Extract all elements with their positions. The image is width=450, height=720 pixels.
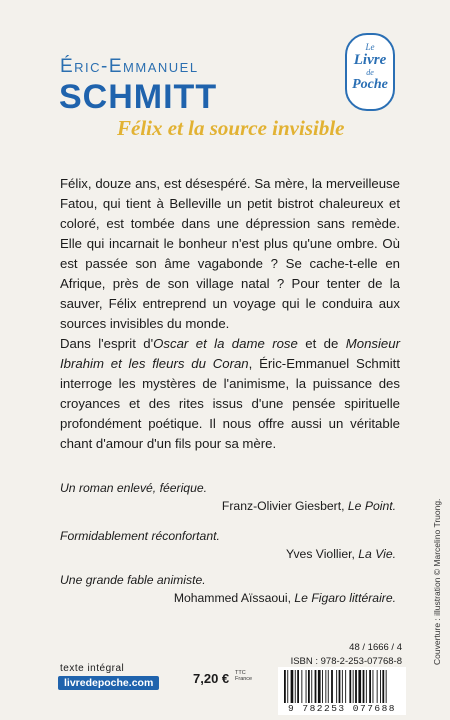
barcode-bar (386, 670, 387, 703)
summary-p2-title-1: Oscar et la dame rose (153, 336, 298, 351)
barcode-bar (297, 670, 299, 703)
barcode-bar (311, 670, 312, 703)
summary-p2-b: et de (297, 336, 346, 351)
barcode-bar (373, 670, 374, 703)
logo-line-4: Poche (352, 77, 388, 92)
barcode-bar (358, 670, 361, 703)
quote-author: Franz-Olivier Giesbert, (221, 499, 348, 513)
review-quote (60, 481, 396, 513)
barcode-bar (328, 670, 329, 703)
logo-line-3: de (366, 68, 374, 77)
barcode-bar (322, 670, 323, 703)
review-quote (60, 573, 396, 605)
barcode-bar (363, 670, 365, 703)
cover-credit: Couverture : illustration © Marcelino Truong. (432, 498, 442, 665)
review-quote (60, 529, 396, 561)
barcode-bars (284, 670, 400, 703)
logo-line-2: Livre (353, 52, 387, 68)
quote-source (60, 591, 396, 605)
reference-number: 48 / 1666 / 4 (349, 642, 402, 653)
price-ttc: TTC (235, 670, 246, 676)
barcode-bar (339, 670, 341, 703)
barcode-bar (349, 670, 351, 703)
price-country: France (235, 676, 253, 682)
barcode-bar (295, 670, 296, 703)
barcode-bar (287, 670, 288, 703)
barcode-bar (331, 670, 333, 703)
book-codes (291, 641, 402, 669)
barcode-bar (380, 670, 381, 703)
barcode-bar (342, 670, 343, 703)
summary-text (60, 174, 400, 454)
quote-text: Formidablement réconfortant. (60, 529, 220, 543)
barcode-bar (366, 670, 367, 703)
barcode-bar (301, 670, 302, 703)
barcode-bar (345, 670, 346, 703)
barcode-bar (306, 670, 307, 703)
texte-integral: texte intégral (60, 663, 125, 674)
barcode-bar (308, 670, 310, 703)
barcode-digits: 9 782253 077688 (287, 703, 396, 714)
barcode-bar (325, 670, 326, 703)
barcode-bar (382, 670, 384, 703)
quote-publication: Le Point. (347, 499, 396, 513)
barcode-bar (315, 670, 317, 703)
barcode-bar (336, 670, 337, 703)
quote-text: Un roman enlevé, féerique. (60, 481, 208, 495)
website-badge: livredepoche.com (58, 676, 159, 690)
barcode-bar (318, 670, 321, 703)
author-first-name: Éric-Emmanuel (60, 56, 199, 77)
barcode-bar (284, 670, 286, 703)
summary-p2-c: , Éric-Emmanuel Schmitt interroge les mystères de l'animisme, la puissance des croyances et des rites issus d'une pensée spirituelle profondément poétique. Il nous offre aussi un véritable chant d'amour d'un fils pour sa mère. (60, 356, 400, 451)
barcode-bar (377, 670, 378, 703)
summary-paragraph-1: Félix, douze ans, est désespéré. Sa mère, la merveilleuse Fatou, qui tient à Belleville un petit bistrot chaleureux et coloré, est tombée dans une dépression sans remède. Elle qui incarnait le bonheur n'est plus qu'une ombre. Où est passée son âme vagabonde ? Se cache-t-elle en Afrique, près de son village natal ? Pour tenter de la sauver, Félix entreprend un voyage qui le conduira aux sources invisibles du monde. (60, 176, 400, 331)
logo-line-1: Le (365, 42, 375, 52)
isbn: ISBN : 978-2-253-07768-8 (290, 656, 402, 667)
summary-p2-title-2: Monsieur Ibrahim et les fleurs du Coran (60, 336, 400, 371)
quote-text: Une grande fable animiste. (60, 573, 206, 587)
book-title: Félix et la source invisible (117, 116, 345, 140)
summary-paragraph-2 (60, 334, 400, 454)
quote-author: Mohammed Aïssaoui, (173, 591, 295, 605)
quote-publication: Le Figaro littéraire. (294, 591, 396, 605)
barcode-bar (355, 670, 357, 703)
author-last-name: SCHMITT (59, 78, 218, 116)
barcode-bar (291, 670, 294, 703)
summary-p2-a: Dans l'esprit d' (60, 336, 154, 351)
quote-source (60, 499, 396, 513)
barcode (278, 667, 406, 715)
barcode-bar (353, 670, 354, 703)
quote-source (60, 547, 396, 561)
price-tax-note (235, 670, 252, 682)
quote-publication: La Vie. (358, 547, 396, 561)
publisher-logo (345, 33, 395, 111)
price: 7,20 € (193, 671, 230, 686)
barcode-bar (369, 670, 371, 703)
quote-author: Yves Viollier, (286, 547, 359, 561)
